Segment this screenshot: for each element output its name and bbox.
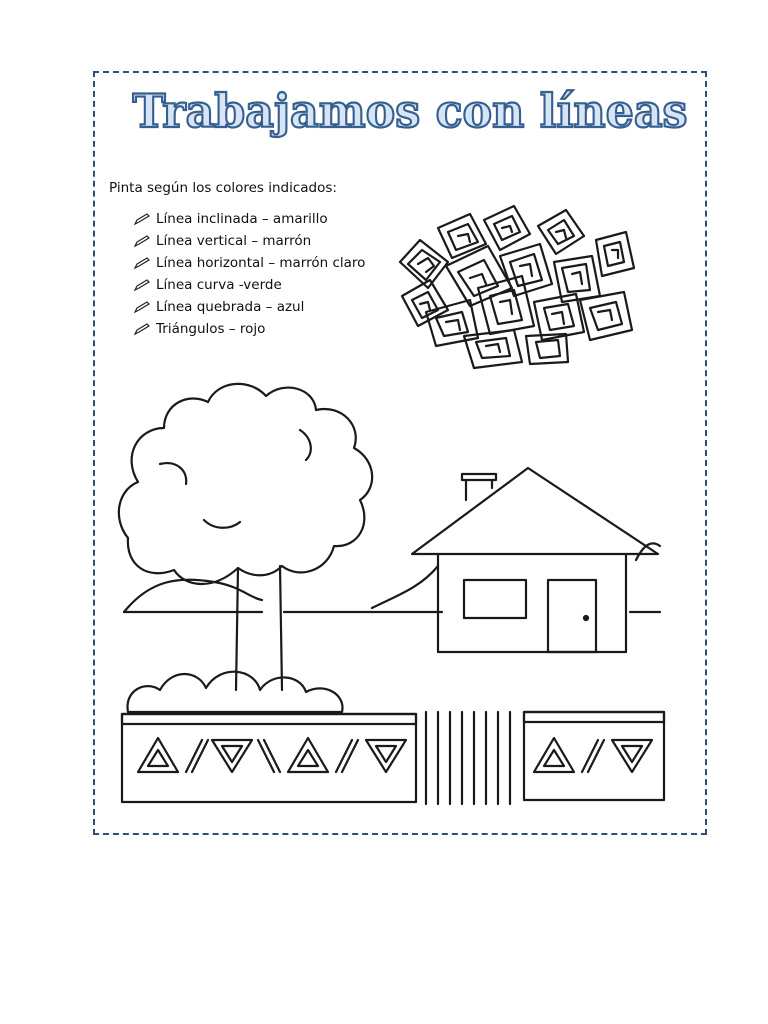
pencil-icon	[133, 213, 151, 225]
list-item	[133, 274, 379, 296]
list-item-label: Línea quebrada – azul	[156, 299, 305, 315]
pencil-icon	[133, 257, 151, 269]
pencil-icon	[133, 301, 151, 313]
list-item	[133, 208, 379, 230]
pencil-icon	[133, 235, 151, 247]
list-item-label: Línea inclinada – amarillo	[156, 211, 328, 227]
list-item-label: Triángulos – rojo	[156, 321, 266, 337]
list-item	[133, 296, 379, 318]
worksheet-title	[128, 84, 693, 140]
list-item	[133, 252, 379, 274]
instructions-heading: Pinta según los colores indicados:	[109, 180, 337, 196]
list-item	[133, 318, 379, 340]
pencil-icon	[133, 323, 151, 335]
list-item-label: Línea horizontal – marrón claro	[156, 255, 366, 271]
list-item-label: Línea vertical – marrón	[156, 233, 312, 249]
pencil-icon	[133, 279, 151, 291]
list-item-label: Línea curva -verde	[156, 277, 282, 293]
list-item	[133, 230, 379, 252]
color-list	[109, 208, 379, 340]
instructions	[109, 178, 379, 340]
title-text: Trabajamos con líneas	[132, 84, 688, 138]
